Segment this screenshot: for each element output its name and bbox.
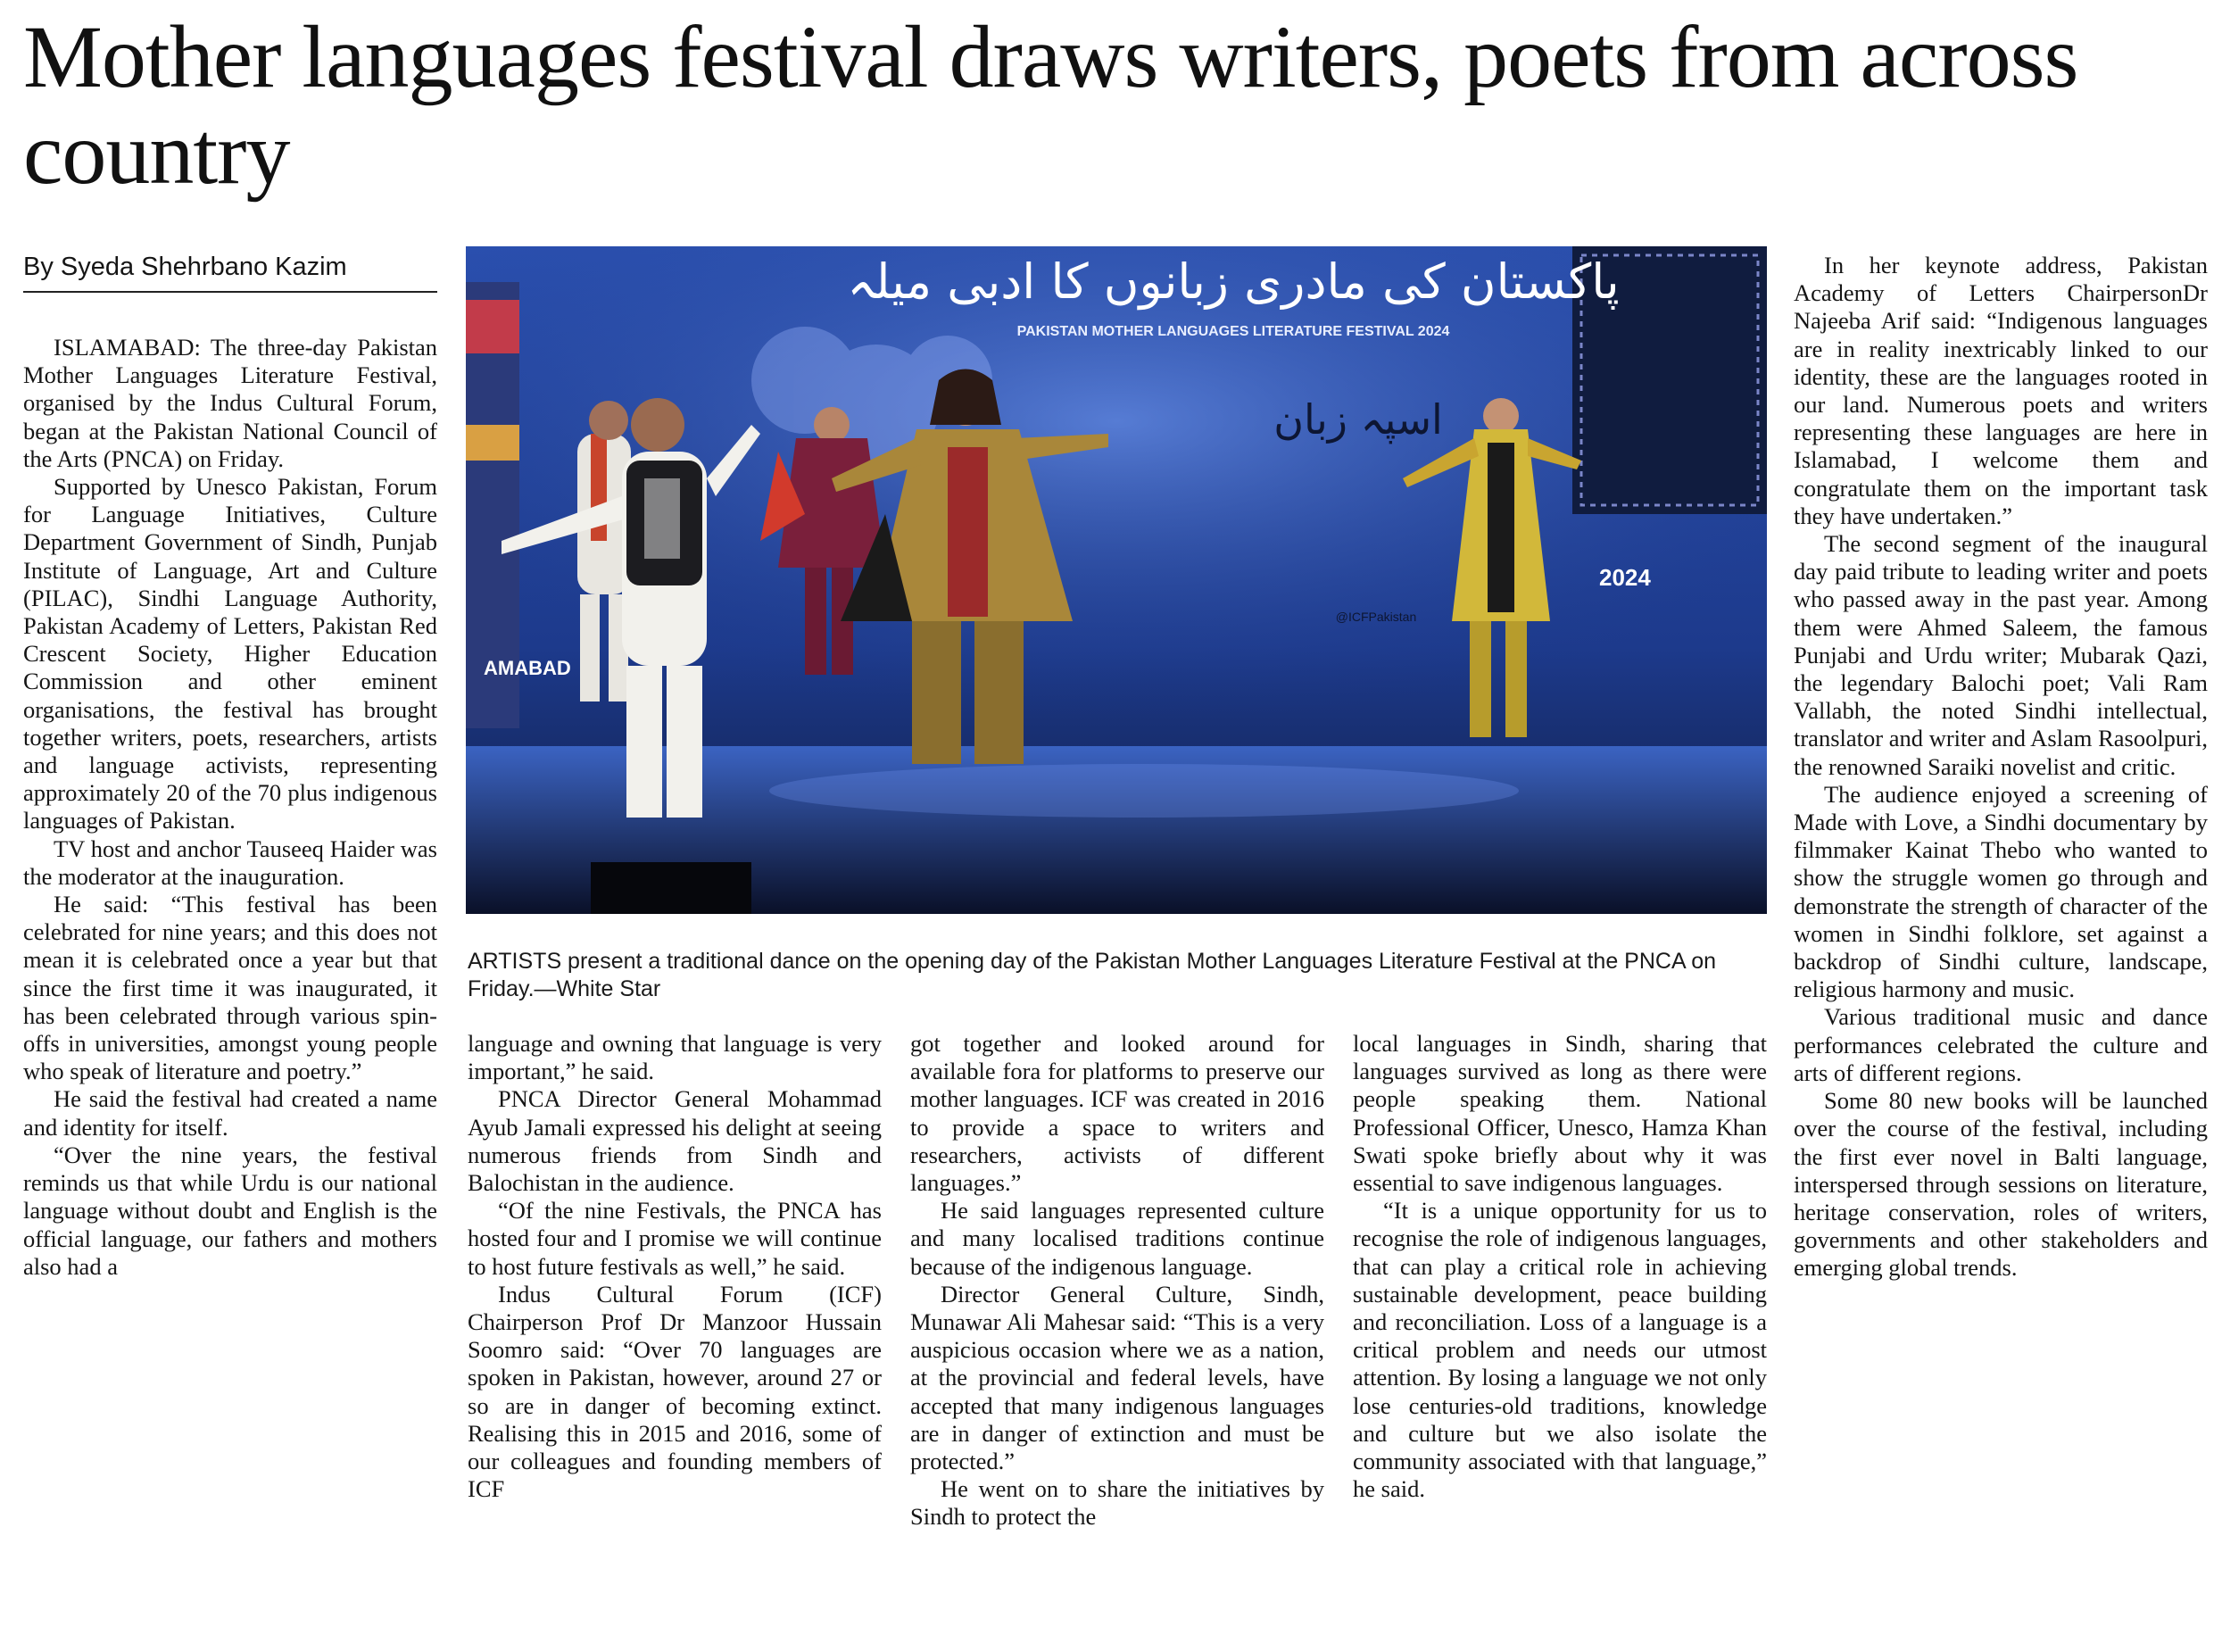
paragraph: ISLAMABAD: The three-day Pakistan Mother Languages Literature Festival, organised by the Indus Cultural Forum, began at the Pakistan National Council of the Arts (PNCA) on Friday.: [23, 334, 437, 472]
headline: Mother languages festival draws writers, poets from across country: [23, 7, 2078, 203]
paragraph: Director General Culture, Sindh, Munawar Ali Mahesar said: “This is a very auspicious occasion where we as a nation, at the provincial and federal levels, have accepted that many indigenous languages are in danger of extinction and must be protected.”: [910, 1280, 1324, 1475]
paragraph: local languages in Sindh, sharing that languages survived as long as there were people speaking them. National Professional Officer, Unesco, Hamza Khan Swati spoke briefly about why it was essential to save indigenous languages.: [1353, 1030, 1767, 1197]
side-city: AMABAD: [484, 657, 571, 679]
paragraph: got together and looked around for available fora for platforms to preserve our mother languages. ICF was created in 2016 to provide a space to writers and researchers, activists of different languages.”: [910, 1030, 1324, 1197]
paragraph: “Over the nine years, the festival reminds us that while Urdu is our national language without doubt and English is the official language, our fathers and mothers also had a: [23, 1141, 437, 1280]
side-year: 2024: [1599, 564, 1651, 591]
column-4: [1353, 1030, 1767, 1646]
byline: By Syeda Shehrbano Kazim: [23, 252, 437, 293]
paragraph: He said: “This festival has been celebrated for nine years; and this does not mean it is celebrated once a year but that since the first time it was inaugurated, it has been celebrated through various spin-offs in universities, amongst young people who speak of literature and poetry.”: [23, 891, 437, 1085]
paragraph: TV host and anchor Tauseeq Haider was the moderator at the inauguration.: [23, 834, 437, 890]
urdu-banner: پاکستان کی مادری زبانوں کا ادبی میلہ: [847, 253, 1620, 310]
paragraph: Some 80 new books will be launched over the course of the festival, including the first ever novel in Balti language, interspersed through sessions on literature, heritage conservation, roles of writers, governments and other stakeholders and emerging global trends.: [1794, 1087, 2208, 1282]
column-1: [23, 334, 437, 1637]
paragraph: He said the festival had created a name and identity for itself.: [23, 1085, 437, 1141]
paragraph: Various traditional music and dance performances celebrated the culture and arts of different regions.: [1794, 1003, 2208, 1086]
dance-performance-image: [466, 246, 1767, 914]
paragraph: language and owning that language is very important,” he said.: [468, 1030, 882, 1085]
paragraph: Supported by Unesco Pakistan, Forum for Language Initiatives, Culture Department Government of Sindh, Punjab Institute of Language, Art and Culture (PILAC), Sindhi Language Authority, Pakistan Academy of Letters, Pakistan Red Crescent Society, Higher Education Commission and other eminent organisations, the festival has brought together writers, poets, researchers, artists and language activists, representing approximately 20 of the 70 plus indigenous languages of Pakistan.: [23, 473, 437, 834]
paragraph: The audience enjoyed a screening of Made with Love, a Sindhi documentary by filmmaker Kainat Thebo who wanted to show the struggle women go through and demonstrate the strength of character of the women in Sindhi folklore, set against a backdrop of Sindhi culture, landscape, religious harmony and music.: [1794, 780, 2208, 1003]
paragraph: Indus Cultural Forum (ICF) Chairperson Prof Dr Manzoor Hussain Soomro said: “Over 70 languages are spoken in Pakistan, however, around 27 or so are in danger of becoming extinct. Realising this in 2015 and 2016, some of our colleagues and founding members of ICF: [468, 1280, 882, 1503]
paragraph: In her keynote address, Pakistan Academy of Letters ChairpersonDr Najeeba Arif said: “Indigenous languages are in reality inextricably linked to our identity, these are the languages rooted in our land. Numerous poets and writers representing these languages are here in Islamabad, I welcome them and congratulate them on the important task they have undertaken.”: [1794, 252, 2208, 529]
paragraph: He went on to share the initiatives by Sindh to protect the: [910, 1475, 1324, 1531]
paragraph: PNCA Director General Mohammad Ayub Jamali expressed his delight at seeing numerous friends from Sindh and Balochistan in the audience.: [468, 1085, 882, 1197]
paragraph: “It is a unique opportunity for us to recognise the role of indigenous languages, that can play a critical role in achieving sustainable development, peace building and reconciliation. Loss of a language is a critical problem and needs our utmost attention. By losing a language we not only lose centuries-old traditions, knowledge and culture but we also isolate the community associated with that language,” he said.: [1353, 1197, 1767, 1503]
paragraph: The second segment of the inaugural day paid tribute to leading writer and poets who passed away in the past year. Among them were Ahmed Saleem, the famous Punjabi and Urdu writer; Mubarak Qazi, the legendary Balochi poet; Vali Ram Vallabh, the noted Sindhi intellectual, translator and writer and Aslam Rasoolpuri, the renowned Saraiki novelist and critic.: [1794, 530, 2208, 780]
news-photo: [466, 246, 1767, 914]
paragraph: “Of the nine Festivals, the PNCA has hosted four and I promise we will continue to host future festivals as well,” he said.: [468, 1197, 882, 1280]
column-5: [1794, 252, 2208, 1644]
english-banner: PAKISTAN MOTHER LANGUAGES LITERATURE FESTIVAL 2024: [1016, 324, 1450, 339]
social-handle: @ICFPakistan: [1335, 610, 1417, 624]
photo-caption: ARTISTS present a traditional dance on the opening day of the Pakistan Mother Languages Literature Festival at the PNCA on Friday.—White Star: [468, 949, 1716, 1001]
urdu-side-text: اسپہ زبان: [1273, 395, 1443, 444]
paragraph: He said languages represented culture and many localised traditions continue because of the indigenous language.: [910, 1197, 1324, 1280]
column-2: [468, 1030, 882, 1646]
column-3: [910, 1030, 1324, 1646]
